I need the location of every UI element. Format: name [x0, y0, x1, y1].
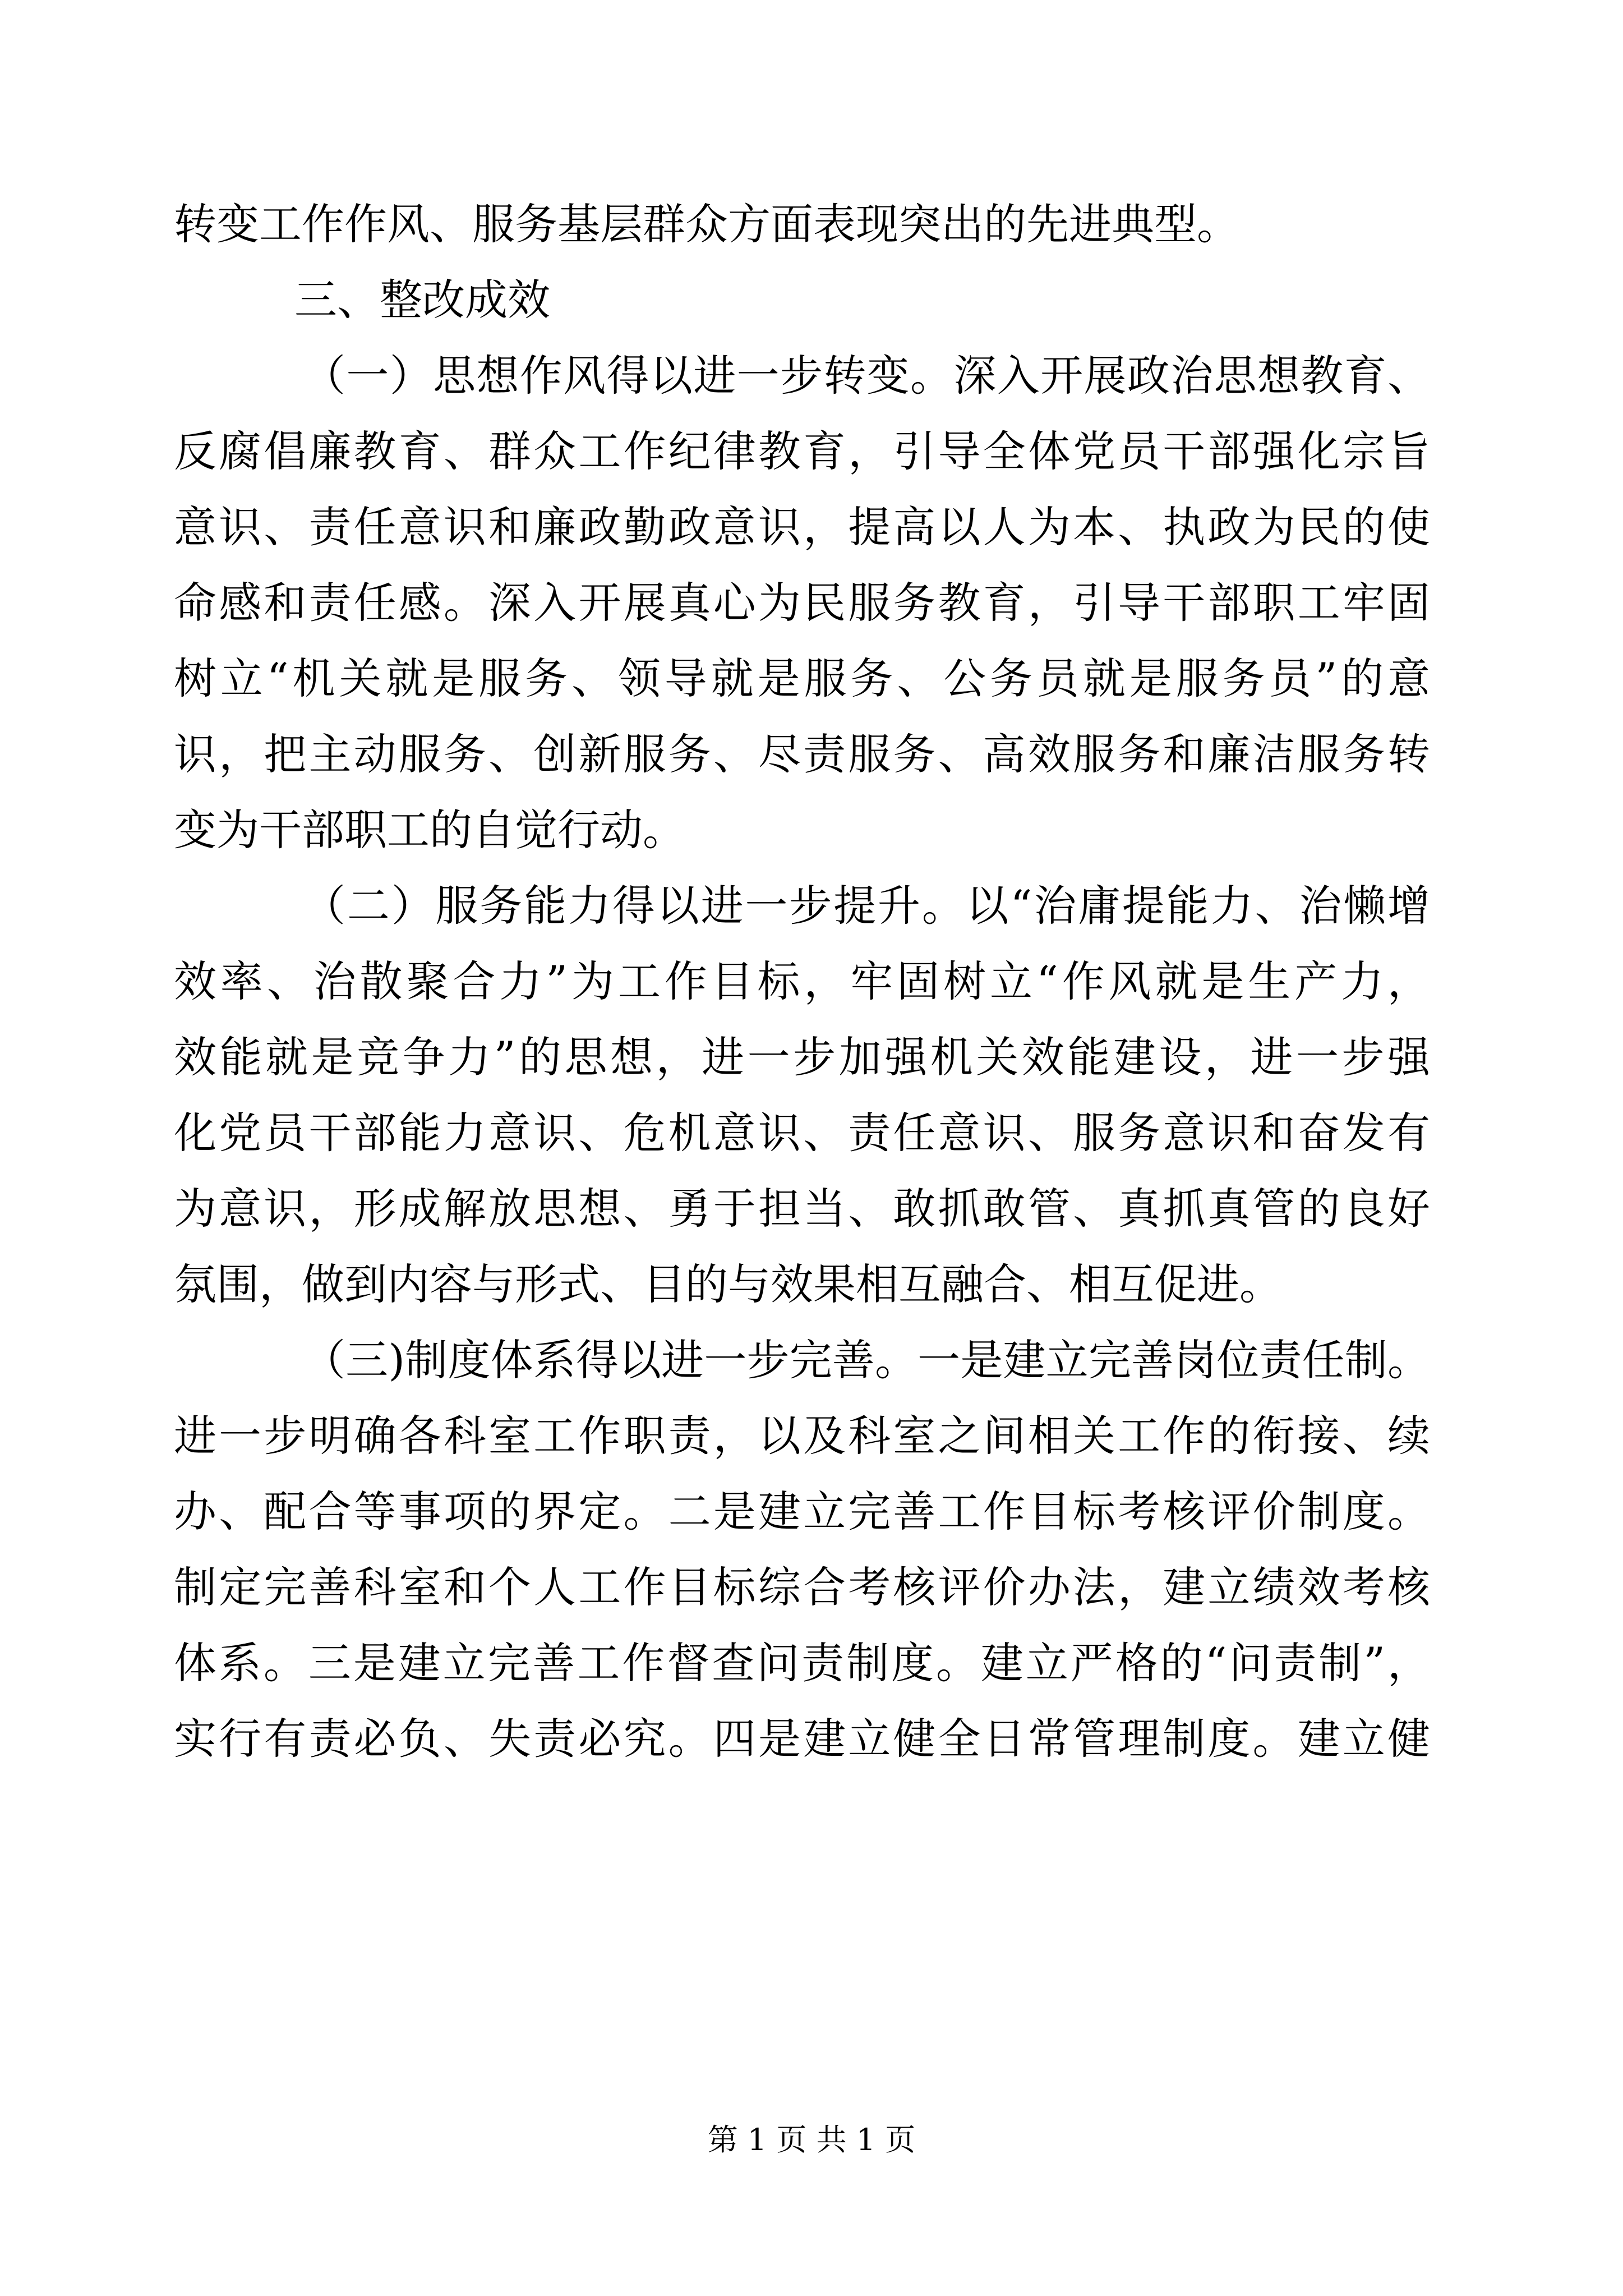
- text-line-20: 体系。三是建立完善工作督查问责制度。建立严格的“问责制”，: [174, 1638, 1430, 1688]
- text-line-4: 反腐倡廉教育、群众工作纪律教育，引导全体党员干部强化宗旨: [174, 426, 1430, 476]
- page-footer: 第 1 页 共 1 页: [707, 2122, 916, 2157]
- text-line-19: 制定完善科室和个人工作目标综合考核评价办法，建立绩效考核: [174, 1562, 1430, 1612]
- text-line-15: 氛围，做到内容与形式、目的与效果相互融合、相互促进。: [174, 1259, 1282, 1309]
- text-line-17: 进一步明确各科室工作职责，以及科室之间相关工作的衔接、续: [174, 1411, 1430, 1461]
- text-line-13: 化党员干部能力意识、危机意识、责任意识、服务意识和奋发有: [174, 1108, 1430, 1158]
- text-line-9: 变为干部职工的自觉行动。: [174, 805, 685, 855]
- text-line-3: （一）思想作风得以进一步转变。深入开展政治思想教育、: [303, 351, 1430, 401]
- text-line-1: 转变工作作风、服务基层群众方面表现突出的先进典型。: [174, 199, 1239, 249]
- text-line-21: 实行有责必负、失责必究。四是建立健全日常管理制度。建立健: [174, 1714, 1430, 1764]
- text-line-8: 识，把主动服务、创新服务、尽责服务、高效服务和廉洁服务转: [174, 729, 1430, 779]
- text-line-16: （三)制度体系得以进一步完善。一是建立完善岗位责任制。: [303, 1335, 1430, 1385]
- section-heading: 三、整改成效: [294, 275, 550, 325]
- text-line-11: 效率、治散聚合力”为工作目标，牢固树立“作风就是生产力，: [174, 956, 1430, 1006]
- text-line-18: 办、配合等事项的界定。二是建立完善工作目标考核评价制度。: [174, 1487, 1430, 1536]
- text-line-5: 意识、责任意识和廉政勤政意识，提高以人为本、执政为民的使: [174, 502, 1430, 552]
- text-line-14: 为意识，形成解放思想、勇于担当、敢抓敢管、真抓真管的良好: [174, 1184, 1430, 1234]
- text-line-12: 效能就是竞争力”的思想，进一步加强机关效能建设，进一步强: [174, 1032, 1430, 1082]
- text-line-6: 命感和责任感。深入开展真心为民服务教育，引导干部职工牢固: [174, 578, 1430, 628]
- text-line-10: （二）服务能力得以进一步提升。以“治庸提能力、治懒增: [303, 881, 1430, 931]
- text-line-7: 树立“机关就是服务、领导就是服务、公务员就是服务员”的意: [174, 654, 1430, 703]
